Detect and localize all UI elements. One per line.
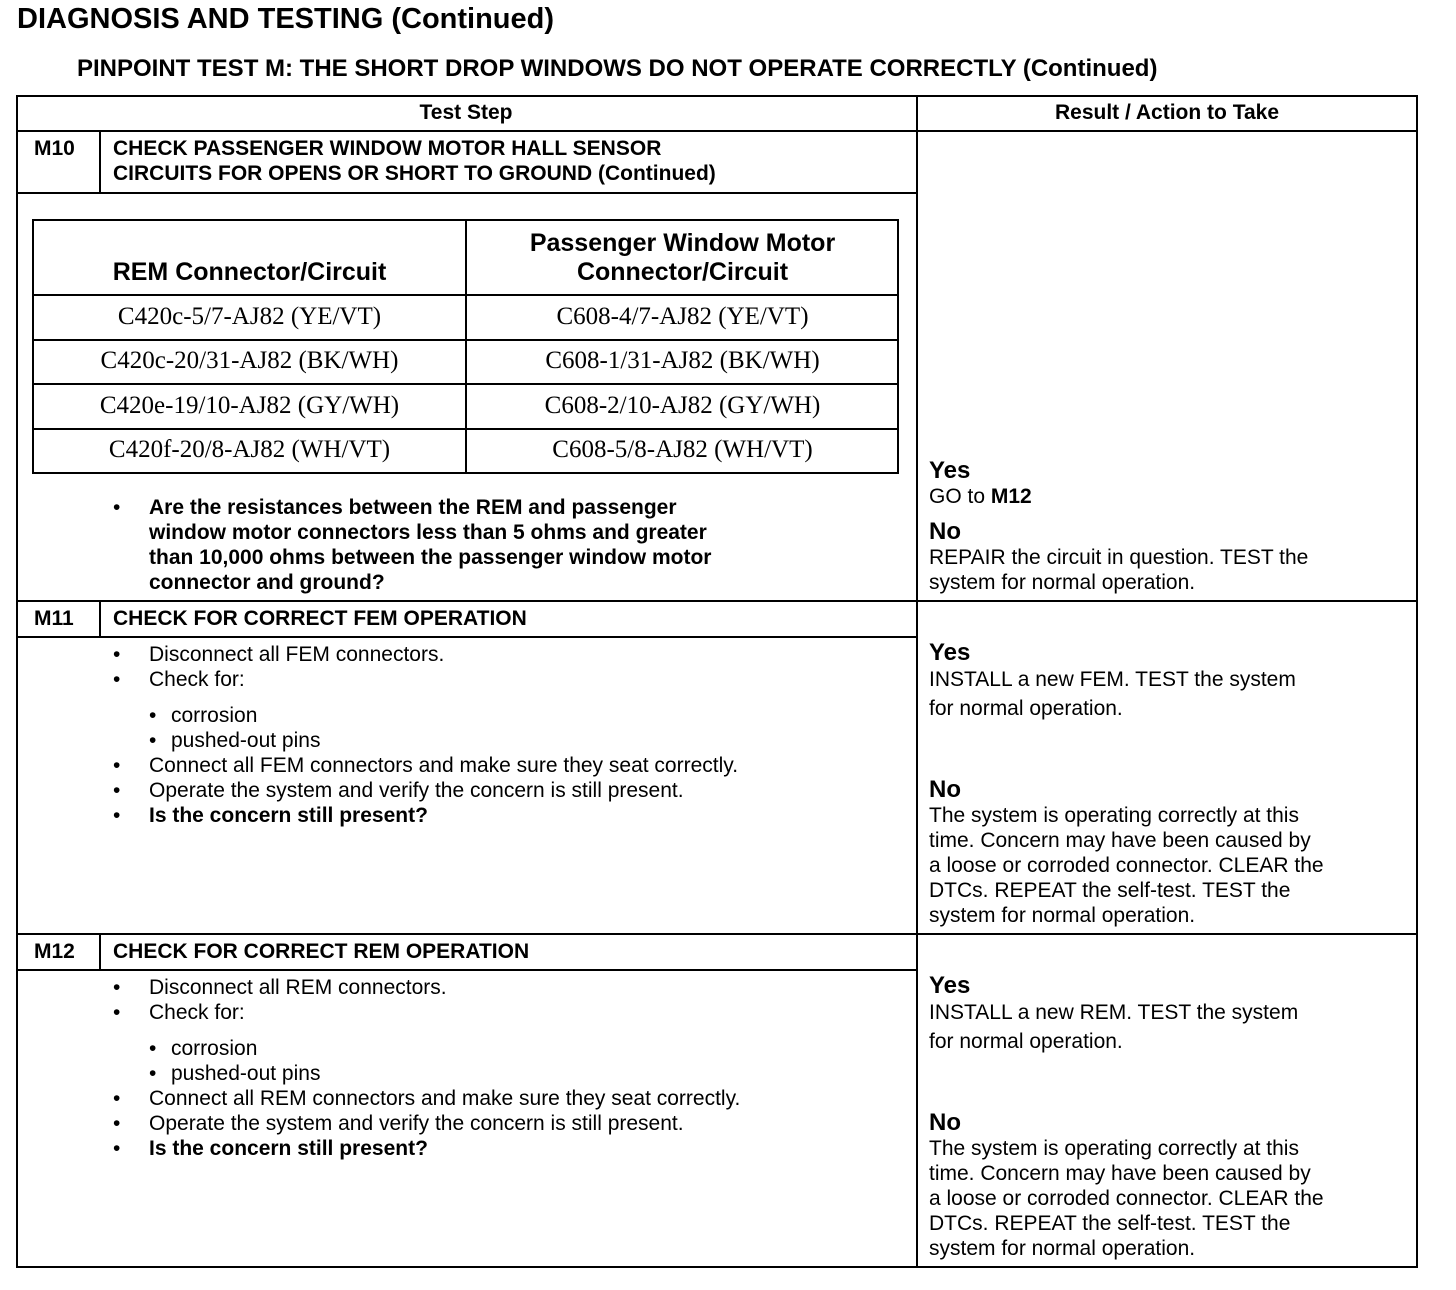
sub-bullet: • <box>149 729 157 752</box>
divider <box>16 969 916 971</box>
no-action: a loose or corroded connector. CLEAR the <box>929 854 1324 877</box>
step-instruction: Connect all REM connectors and make sure they seat correctly. <box>149 1087 741 1110</box>
yes-label: Yes <box>929 639 971 666</box>
bullet: • <box>113 1001 121 1024</box>
step-title-m10: CIRCUITS FOR OPENS OR SHORT TO GROUND (Continued) <box>113 162 716 185</box>
step-instruction: Disconnect all FEM connectors. <box>149 643 445 666</box>
step-title-m11: CHECK FOR CORRECT FEM OPERATION <box>113 607 527 630</box>
yes-action: INSTALL a new REM. TEST the system <box>929 1001 1299 1024</box>
step-instruction: Check for: <box>149 668 245 691</box>
divider <box>16 130 1418 132</box>
sub-bullet: • <box>149 704 157 727</box>
bullet: • <box>113 1087 121 1110</box>
header-test-step: Test Step <box>419 101 513 124</box>
yes-action: INSTALL a new FEM. TEST the system <box>929 668 1296 691</box>
divider <box>16 192 916 194</box>
bullet: • <box>113 1137 121 1160</box>
header-result: Result / Action to Take <box>1054 101 1280 124</box>
step-title-m10: CHECK PASSENGER WINDOW MOTOR HALL SENSOR <box>113 137 662 160</box>
divider <box>32 383 899 385</box>
check-item: corrosion <box>171 1037 258 1060</box>
step-id-m11: M11 <box>34 607 74 630</box>
no-action: system for normal operation. <box>929 571 1196 594</box>
no-action: time. Concern may have been caused by <box>929 1162 1311 1185</box>
step-instruction: Is the concern still present? <box>149 804 428 827</box>
question-text: than 10,000 ohms between the passenger window motor <box>149 546 712 569</box>
table-cell: C608-2/10-AJ82 (GY/WH) <box>544 392 821 419</box>
no-action: The system is operating correctly at this <box>929 1137 1299 1160</box>
yes-action <box>929 484 1032 509</box>
check-item: pushed-out pins <box>171 729 321 752</box>
table-cell: C420e-19/10-AJ82 (GY/WH) <box>99 392 400 419</box>
yes-label: Yes <box>929 972 971 999</box>
divider <box>16 600 1418 602</box>
step-instruction: Operate the system and verify the concern is still present. <box>149 1112 684 1135</box>
bullet: • <box>113 779 121 802</box>
yes-action-text: GO to <box>929 485 991 508</box>
table-cell: C608-5/8-AJ82 (WH/VT) <box>552 436 813 463</box>
yes-action: for normal operation. <box>929 1030 1123 1053</box>
no-action: a loose or corroded connector. CLEAR the <box>929 1187 1324 1210</box>
no-action: system for normal operation. <box>929 1237 1196 1260</box>
check-item: pushed-out pins <box>171 1062 321 1085</box>
step-instruction: Connect all FEM connectors and make sure they seat correctly. <box>149 754 739 777</box>
column-divider <box>916 95 918 1268</box>
sub-bullet: • <box>149 1037 157 1060</box>
table-cell: C608-4/7-AJ82 (YE/VT) <box>556 303 809 330</box>
no-action: REPAIR the circuit in question. TEST the <box>929 546 1309 569</box>
step-id-m10: M10 <box>34 137 75 160</box>
sub-bullet: • <box>149 1062 157 1085</box>
bullet: • <box>113 643 121 666</box>
bullet: • <box>113 1112 121 1135</box>
step-instruction: Check for: <box>149 1001 245 1024</box>
no-action: DTCs. REPEAT the self-test. TEST the <box>929 1212 1291 1235</box>
bullet: • <box>113 976 121 999</box>
pinpoint-test-title: PINPOINT TEST M: THE SHORT DROP WINDOWS DO NOT OPERATE CORRECTLY (Continued) <box>77 55 1158 82</box>
divider <box>32 339 899 341</box>
check-item: corrosion <box>171 704 258 727</box>
no-action: time. Concern may have been caused by <box>929 829 1311 852</box>
step-instruction: Operate the system and verify the concern is still present. <box>149 779 684 802</box>
column-header-rem: REM Connector/Circuit <box>112 258 387 286</box>
no-label: No <box>929 518 961 545</box>
divider <box>99 130 101 193</box>
yes-label: Yes <box>929 457 971 484</box>
table-cell: C420c-5/7-AJ82 (YE/VT) <box>117 303 382 330</box>
bullet: • <box>113 804 121 827</box>
goto-link[interactable]: M12 <box>990 485 1032 508</box>
column-header-motor: Passenger Window Motor <box>529 229 836 257</box>
no-action: system for normal operation. <box>929 904 1196 927</box>
step-id-m12: M12 <box>34 940 75 963</box>
table-cell: C420c-20/31-AJ82 (BK/WH) <box>100 347 399 374</box>
bullet: • <box>113 496 121 519</box>
step-instruction: Is the concern still present? <box>149 1137 428 1160</box>
divider <box>16 636 916 638</box>
bullet: • <box>113 754 121 777</box>
step-instruction: Disconnect all REM connectors. <box>149 976 447 999</box>
table-cell: C420f-20/8-AJ82 (WH/VT) <box>108 436 391 463</box>
column-header-motor: Connector/Circuit <box>576 258 789 286</box>
divider <box>32 294 899 296</box>
divider <box>32 428 899 430</box>
no-action: DTCs. REPEAT the self-test. TEST the <box>929 879 1291 902</box>
no-label: No <box>929 1109 961 1136</box>
no-action: The system is operating correctly at this <box>929 804 1299 827</box>
question-text: window motor connectors less than 5 ohms and greater <box>149 521 707 544</box>
divider <box>99 933 101 970</box>
page-title: DIAGNOSIS AND TESTING (Continued) <box>17 3 555 35</box>
question-text: Are the resistances between the REM and passenger <box>149 496 677 519</box>
no-label: No <box>929 776 961 803</box>
bullet: • <box>113 668 121 691</box>
divider <box>16 933 1418 935</box>
table-cell: C608-1/31-AJ82 (BK/WH) <box>545 347 820 374</box>
yes-action: for normal operation. <box>929 697 1123 720</box>
divider <box>99 600 101 637</box>
step-title-m12: CHECK FOR CORRECT REM OPERATION <box>113 940 530 963</box>
question-text: connector and ground? <box>149 571 385 594</box>
